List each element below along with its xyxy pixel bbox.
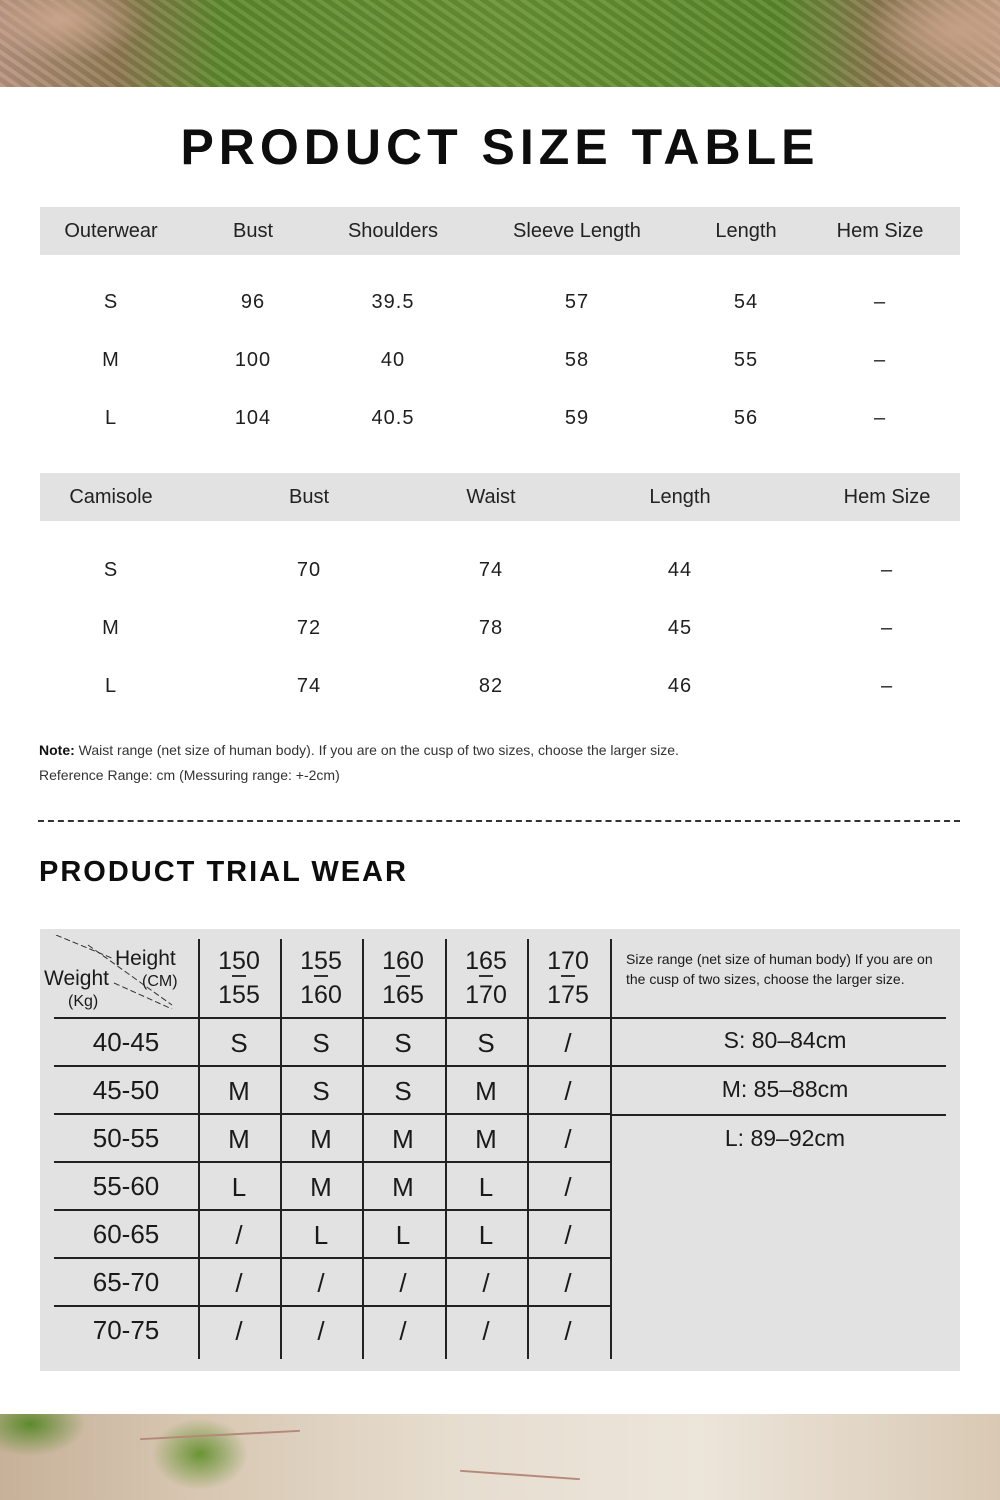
camisole-row xyxy=(40,541,960,599)
fit-size-cell: / xyxy=(482,1268,490,1298)
camisole-header-cell: Camisole xyxy=(69,485,153,508)
camisole-cell: 82 xyxy=(478,674,504,697)
fit-size-cell: / xyxy=(317,1316,325,1346)
camisole-cell: – xyxy=(880,674,894,697)
outerwear-cell: – xyxy=(873,290,887,313)
outerwear-cell: L xyxy=(104,406,118,429)
camisole-cell: 74 xyxy=(478,558,504,581)
camisole-row xyxy=(40,657,960,715)
fit-size-cell: / xyxy=(235,1220,243,1250)
fit-size-cell: / xyxy=(564,1028,572,1058)
camisole-cell: 45 xyxy=(667,616,693,639)
size-range-value: S: 80–84cm xyxy=(723,1027,847,1053)
fit-size-cell: L xyxy=(231,1172,247,1202)
camisole-header-row xyxy=(40,473,960,521)
size-range-value: L: 89–92cm xyxy=(724,1125,846,1151)
size-range-value: M: 85–88cm xyxy=(721,1076,849,1102)
grid-horizontal-line xyxy=(54,1017,610,1019)
fit-size-cell: L xyxy=(395,1220,411,1250)
outerwear-size-table xyxy=(40,207,960,447)
note-reference: Reference Range: cm (Messuring range: +-2cm) xyxy=(39,767,340,783)
height-column-header xyxy=(199,943,279,1013)
outerwear-body xyxy=(40,255,960,447)
corner-cm-label: (CM) xyxy=(142,973,178,990)
outerwear-cell: – xyxy=(873,348,887,371)
fit-size-cell: L xyxy=(478,1220,494,1250)
fit-size-cell: / xyxy=(317,1268,325,1298)
camisole-header-cell: Length xyxy=(649,485,711,508)
weight-label: 40-45 xyxy=(92,1027,160,1057)
fit-size-cell: / xyxy=(564,1220,572,1250)
fit-size-cell: S xyxy=(394,1076,412,1106)
outerwear-header-cell: Outerwear xyxy=(64,219,158,242)
fit-size-cell: M xyxy=(310,1124,332,1154)
height-to: 175 xyxy=(547,981,589,1009)
outerwear-cell: 55 xyxy=(733,348,759,371)
outerwear-cell: 100 xyxy=(234,348,272,371)
fit-size-cell: S xyxy=(230,1028,248,1058)
fit-size-cell: M xyxy=(392,1172,414,1202)
height-to: 155 xyxy=(218,981,260,1009)
fit-size-cell: / xyxy=(399,1268,407,1298)
grid-horizontal-line xyxy=(54,1305,610,1307)
weight-label: 60-65 xyxy=(92,1219,160,1249)
info-horizontal-line xyxy=(610,1017,946,1019)
camisole-cell: L xyxy=(104,674,118,697)
grid-horizontal-line xyxy=(54,1065,610,1067)
camisole-cell: 78 xyxy=(478,616,504,639)
height-from: 170 xyxy=(547,947,589,975)
outerwear-cell: M xyxy=(102,348,120,371)
fit-size-cell: S xyxy=(312,1028,330,1058)
camisole-cell: 46 xyxy=(667,674,693,697)
outerwear-header-cell: Length xyxy=(715,219,777,242)
camisole-cell: M xyxy=(102,616,120,639)
height-to: 160 xyxy=(300,981,342,1009)
camisole-cell: 74 xyxy=(296,674,322,697)
height-to: 170 xyxy=(465,981,507,1009)
outerwear-cell: 54 xyxy=(733,290,759,313)
page-title: PRODUCT SIZE TABLE xyxy=(180,119,820,175)
outerwear-row xyxy=(40,389,960,447)
camisole-cell: 44 xyxy=(667,558,693,581)
note-text: Waist range (net size of human body). If you are on the cusp of two sizes, choose the larger size. xyxy=(74,742,679,758)
fit-size-cell: M xyxy=(228,1124,250,1154)
height-column-header xyxy=(281,943,361,1013)
fit-size-cell: M xyxy=(475,1076,497,1106)
camisole-header-cell: Waist xyxy=(466,485,516,508)
height-from: 160 xyxy=(382,947,424,975)
outerwear-row xyxy=(40,331,960,389)
fit-size-cell: / xyxy=(564,1316,572,1346)
trial-wear-table xyxy=(40,929,960,1371)
height-column-header xyxy=(528,943,608,1013)
fit-size-cell: M xyxy=(228,1076,250,1106)
note-label: Note: xyxy=(39,742,75,758)
fit-size-cell: / xyxy=(235,1316,243,1346)
outerwear-cell: 56 xyxy=(733,406,759,429)
outerwear-header-cell: Bust xyxy=(232,219,274,242)
outerwear-cell: 59 xyxy=(564,406,590,429)
camisole-cell: S xyxy=(103,558,119,581)
fit-size-cell: / xyxy=(564,1124,572,1154)
height-column-header xyxy=(446,943,526,1013)
trial-wear-title: PRODUCT TRIAL WEAR xyxy=(39,856,408,888)
section-divider xyxy=(38,820,960,822)
height-from: 150 xyxy=(218,947,260,975)
grid-horizontal-line xyxy=(54,1257,610,1259)
corner-height-label: Height xyxy=(115,947,176,970)
outerwear-cell: 40 xyxy=(380,348,406,371)
height-column-header xyxy=(363,943,443,1013)
outerwear-header-cell: Hem Size xyxy=(836,219,924,242)
info-horizontal-line xyxy=(610,1114,946,1116)
outerwear-header-cell: Shoulders xyxy=(347,219,439,242)
fit-size-cell: L xyxy=(313,1220,329,1250)
fit-size-cell: S xyxy=(394,1028,412,1058)
fit-size-cell: L xyxy=(478,1172,494,1202)
camisole-cell: 72 xyxy=(296,616,322,639)
outerwear-cell: S xyxy=(103,290,119,313)
camisole-body xyxy=(40,521,960,715)
outerwear-cell: 39.5 xyxy=(371,290,415,313)
fit-size-cell: M xyxy=(310,1172,332,1202)
fit-size-cell: / xyxy=(235,1268,243,1298)
grid-horizontal-line xyxy=(54,1161,610,1163)
camisole-size-table xyxy=(40,473,960,715)
camisole-cell: 70 xyxy=(296,558,322,581)
grid-horizontal-line xyxy=(54,1209,610,1211)
weight-label: 45-50 xyxy=(92,1075,160,1105)
outerwear-cell: 57 xyxy=(564,290,590,313)
bottom-photo-strip xyxy=(0,1414,1000,1500)
fit-size-cell: S xyxy=(477,1028,495,1058)
fit-size-cell: / xyxy=(564,1268,572,1298)
size-range-info: Size range (net size of human body) If you are on the cusp of two sizes, choose the larger size. xyxy=(626,951,933,987)
camisole-cell: – xyxy=(880,616,894,639)
camisole-row xyxy=(40,599,960,657)
info-horizontal-line xyxy=(610,1065,946,1067)
corner-kg-label: (Kg) xyxy=(68,993,99,1010)
camisole-header-cell: Hem Size xyxy=(843,485,931,508)
fit-size-cell: / xyxy=(564,1172,572,1202)
weight-label: 55-60 xyxy=(92,1171,160,1201)
outerwear-cell: 104 xyxy=(234,406,272,429)
outerwear-header-cell: Sleeve Length xyxy=(513,219,641,242)
outerwear-cell: 40.5 xyxy=(371,406,415,429)
fit-size-cell: S xyxy=(312,1076,330,1106)
weight-label: 65-70 xyxy=(92,1267,160,1297)
outerwear-header-row xyxy=(40,207,960,255)
fit-size-cell: M xyxy=(475,1124,497,1154)
size-note xyxy=(39,738,679,788)
fit-size-cell: M xyxy=(392,1124,414,1154)
outerwear-cell: 58 xyxy=(564,348,590,371)
camisole-header-cell: Bust xyxy=(288,485,330,508)
height-from: 155 xyxy=(300,947,342,975)
fit-size-cell: / xyxy=(482,1316,490,1346)
outerwear-row xyxy=(40,273,960,331)
corner-weight-label: Weight xyxy=(44,967,109,990)
top-photo-strip xyxy=(0,0,1000,87)
outerwear-cell: 96 xyxy=(240,290,266,313)
fit-size-cell: / xyxy=(564,1076,572,1106)
weight-label: 70-75 xyxy=(92,1315,160,1345)
camisole-cell: – xyxy=(880,558,894,581)
weight-label: 50-55 xyxy=(92,1123,160,1153)
height-from: 165 xyxy=(465,947,507,975)
grid-horizontal-line xyxy=(54,1113,610,1115)
height-to: 165 xyxy=(382,981,424,1009)
outerwear-cell: – xyxy=(873,406,887,429)
fit-size-cell: / xyxy=(399,1316,407,1346)
